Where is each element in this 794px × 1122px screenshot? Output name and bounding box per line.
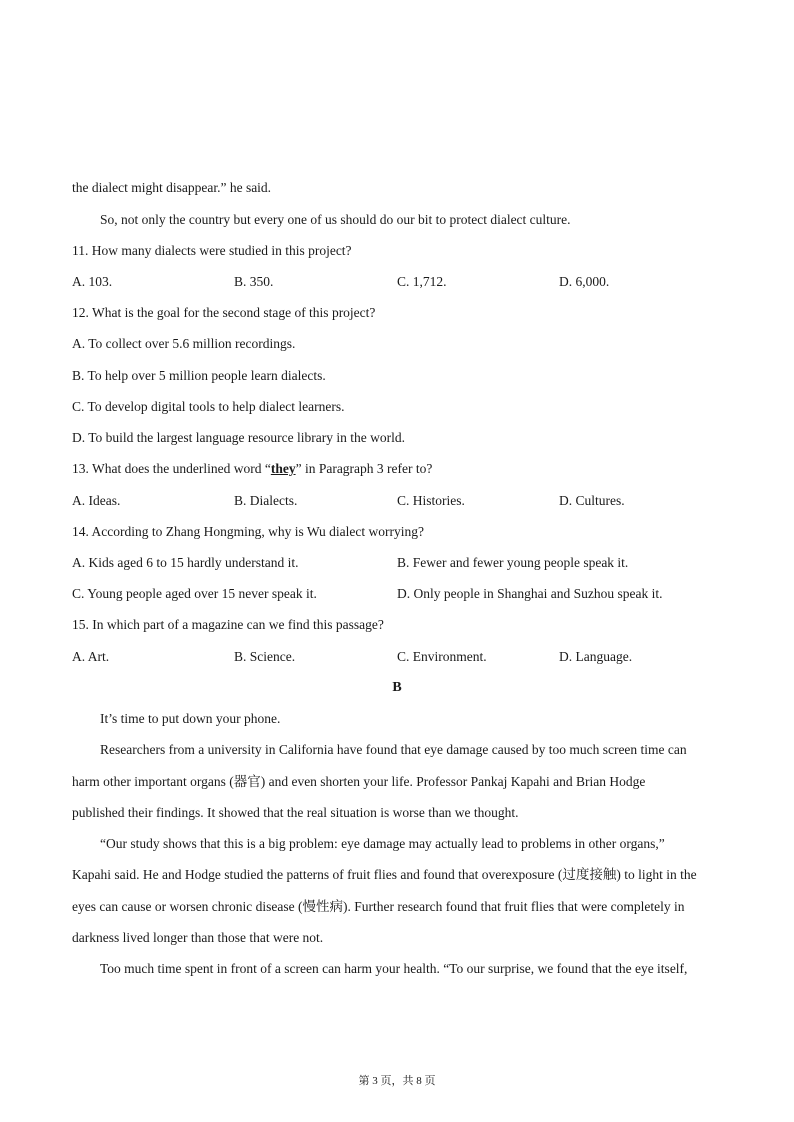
- underlined-word: they: [270, 461, 296, 476]
- q11-option-a: A. 103.: [72, 274, 113, 289]
- passage-line: “Our study shows that this is a big problem: eye damage may actually lead to problems in other organs,”: [100, 836, 665, 851]
- q13-stem-after: ” in Paragraph 3 refer to?: [295, 461, 433, 476]
- section-heading-b: B: [392, 680, 402, 695]
- q11-option-c: C. 1,712.: [397, 274, 447, 289]
- passage-line: darkness lived longer than those that were not.: [72, 930, 324, 945]
- q12-option-a: A. To collect over 5.6 million recordings.: [72, 336, 296, 351]
- passage-line: published their findings. It showed that the real situation is worse than we thought.: [72, 805, 519, 820]
- paragraph: So, not only the country but every one of us should do our bit to protect dialect culture.: [100, 212, 571, 227]
- q12-option-b: B. To help over 5 million people learn dialects.: [72, 368, 326, 383]
- q13-option-c: C. Histories.: [397, 493, 465, 508]
- passage-line: Too much time spent in front of a screen can harm your health. “To our surprise, we found that the eye itself,: [100, 961, 688, 976]
- q13-option-b: B. Dialects.: [234, 493, 298, 508]
- q14-option-c: C. Young people aged over 15 never speak it.: [72, 586, 317, 601]
- page-number-footer: 第 3 页，共 8 页: [358, 1075, 436, 1087]
- passage-line: Kapahi said. He and Hodge studied the patterns of fruit flies and found that overexposure (过度接触) to light in the: [72, 867, 697, 882]
- passage-line: Researchers from a university in California have found that eye damage caused by too much screen time can: [100, 742, 687, 757]
- q12-option-d: D. To build the largest language resource library in the world.: [72, 430, 405, 445]
- q13-stem-before: 13. What does the underlined word “: [72, 461, 271, 476]
- question-13: [72, 460, 432, 478]
- passage-line: harm other important organs (器官) and even shorten your life. Professor Pankaj Kapahi and Brian Hodge: [72, 774, 646, 789]
- q14-option-d: D. Only people in Shanghai and Suzhou speak it.: [397, 586, 663, 601]
- q15-option-c: C. Environment.: [397, 649, 487, 664]
- q14-option-a: A. Kids aged 6 to 15 hardly understand it.: [72, 555, 299, 570]
- question-11: 11. How many dialects were studied in this project?: [72, 243, 352, 258]
- q11-option-d: D. 6,000.: [559, 274, 610, 289]
- q13-option-a: A. Ideas.: [72, 493, 121, 508]
- question-12: 12. What is the goal for the second stage of this project?: [72, 305, 376, 320]
- passage-line: It’s time to put down your phone.: [100, 711, 281, 726]
- q14-option-b: B. Fewer and fewer young people speak it.: [397, 555, 629, 570]
- q15-option-b: B. Science.: [234, 649, 296, 664]
- q15-option-a: A. Art.: [72, 649, 110, 664]
- q13-option-d: D. Cultures.: [559, 493, 625, 508]
- question-15: 15. In which part of a magazine can we find this passage?: [72, 617, 384, 632]
- q15-option-d: D. Language.: [559, 649, 633, 664]
- question-14: 14. According to Zhang Hongming, why is Wu dialect worrying?: [72, 524, 425, 539]
- paragraph-end: the dialect might disappear.” he said.: [72, 180, 272, 195]
- q11-option-b: B. 350.: [234, 274, 274, 289]
- passage-line: eyes can cause or worsen chronic disease (慢性病). Further research found that fruit flies that were completely in: [72, 899, 685, 914]
- q12-option-c: C. To develop digital tools to help dialect learners.: [72, 399, 345, 414]
